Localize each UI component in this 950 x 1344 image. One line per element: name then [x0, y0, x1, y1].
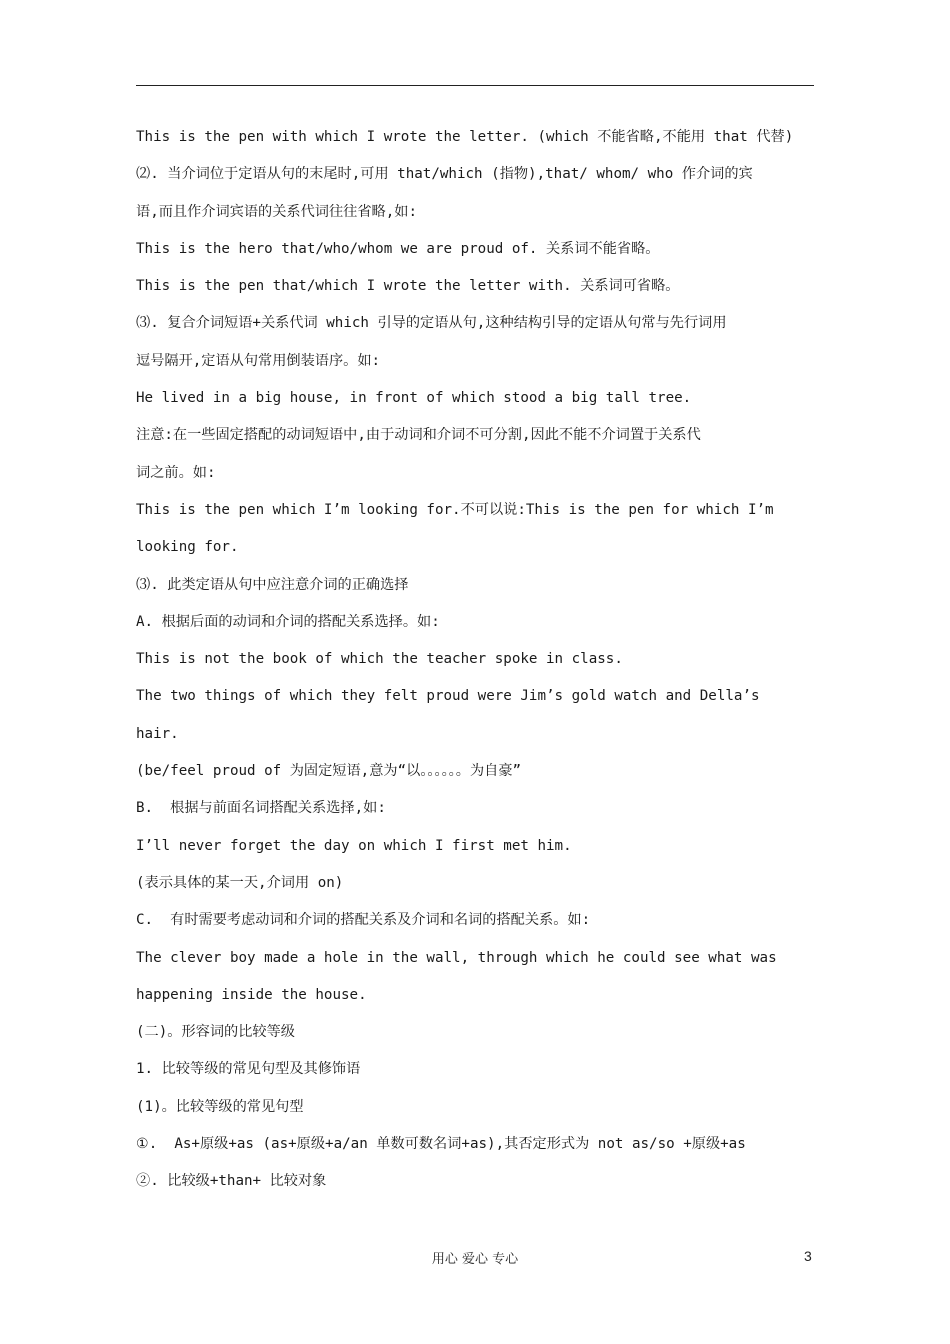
text-line: ①. As+原级+as (as+原级+a/an 单数可数名词+as),其否定形式为 not as/so +原级+as	[136, 1136, 746, 1153]
text-line: ⑶. 此类定语从句中应注意介词的正确选择	[136, 576, 409, 593]
text-line: This is the pen that/which I wrote the letter with. 关系词可省略。	[136, 278, 680, 295]
text-line: I’ll never forget the day on which I first met him.	[136, 837, 572, 854]
text-line: The clever boy made a hole in the wall, through which he could see what was	[136, 949, 777, 966]
text-line: (1)。比较等级的常见句型	[136, 1098, 304, 1115]
text-line: (表示具体的某一天,介词用 on)	[136, 874, 344, 891]
text-line: This is the pen with which I wrote the letter. (which 不能省略,不能用 that 代替)	[136, 129, 794, 145]
text-line: 注意:在一些固定搭配的动词短语中,由于动词和介词不可分割,因此不能不介词置于关系代	[136, 427, 701, 444]
text-line: A. 根据后面的动词和介词的搭配关系选择。如:	[136, 613, 440, 630]
text-line: 1. 比较等级的常见句型及其修饰语	[136, 1061, 361, 1078]
page-footer: 用心 爱心 专心	[431, 1252, 519, 1267]
text-line: 语,而且作介词宾语的关系代词往往省略,如:	[136, 203, 418, 220]
text-line: The two things of which they felt proud were Jim’s gold watch and Della’s	[136, 688, 760, 705]
text-line: This is the pen which I’m looking for.不可以说:This is the pen for which I’m	[136, 501, 774, 518]
text-line: (be/feel proud of 为固定短语,意为“以。。。。。。为自豪”	[136, 763, 522, 780]
text-line: (二)。形容词的比较等级	[136, 1024, 295, 1041]
text-line: ②. 比较级+than+ 比较对象	[136, 1173, 327, 1190]
text-line: 逗号隔开,定语从句常用倒装语序。如:	[136, 352, 381, 369]
text-line: He lived in a big house, in front of which stood a big tall tree.	[136, 390, 692, 407]
text-line: This is not the book of which the teacher spoke in class.	[136, 651, 623, 668]
text-line: ⑵. 当介词位于定语从句的末尾时,可用 that/which (指物),that/ whom/ who 作介词的宾	[136, 166, 753, 183]
header-rule	[136, 85, 814, 86]
document-body	[136, 122, 826, 1204]
text-line: looking for.	[136, 539, 239, 556]
text-line: 词之前。如:	[136, 464, 216, 481]
text-line: happening inside the house.	[136, 986, 367, 1003]
text-line: This is the hero that/who/whom we are proud of. 关系词不能省略。	[136, 240, 660, 257]
text-line: C. 有时需要考虑动词和介词的搭配关系及介词和名词的搭配关系。如:	[136, 912, 591, 929]
text-line: hair.	[136, 725, 179, 742]
page-number: 3	[804, 1248, 812, 1264]
text-line: ⑶. 复合介词短语+关系代词 which 引导的定语从句,这种结构引导的定语从句常与先行词用	[136, 315, 727, 332]
text-line: B. 根据与前面名词搭配关系选择,如:	[136, 800, 386, 817]
